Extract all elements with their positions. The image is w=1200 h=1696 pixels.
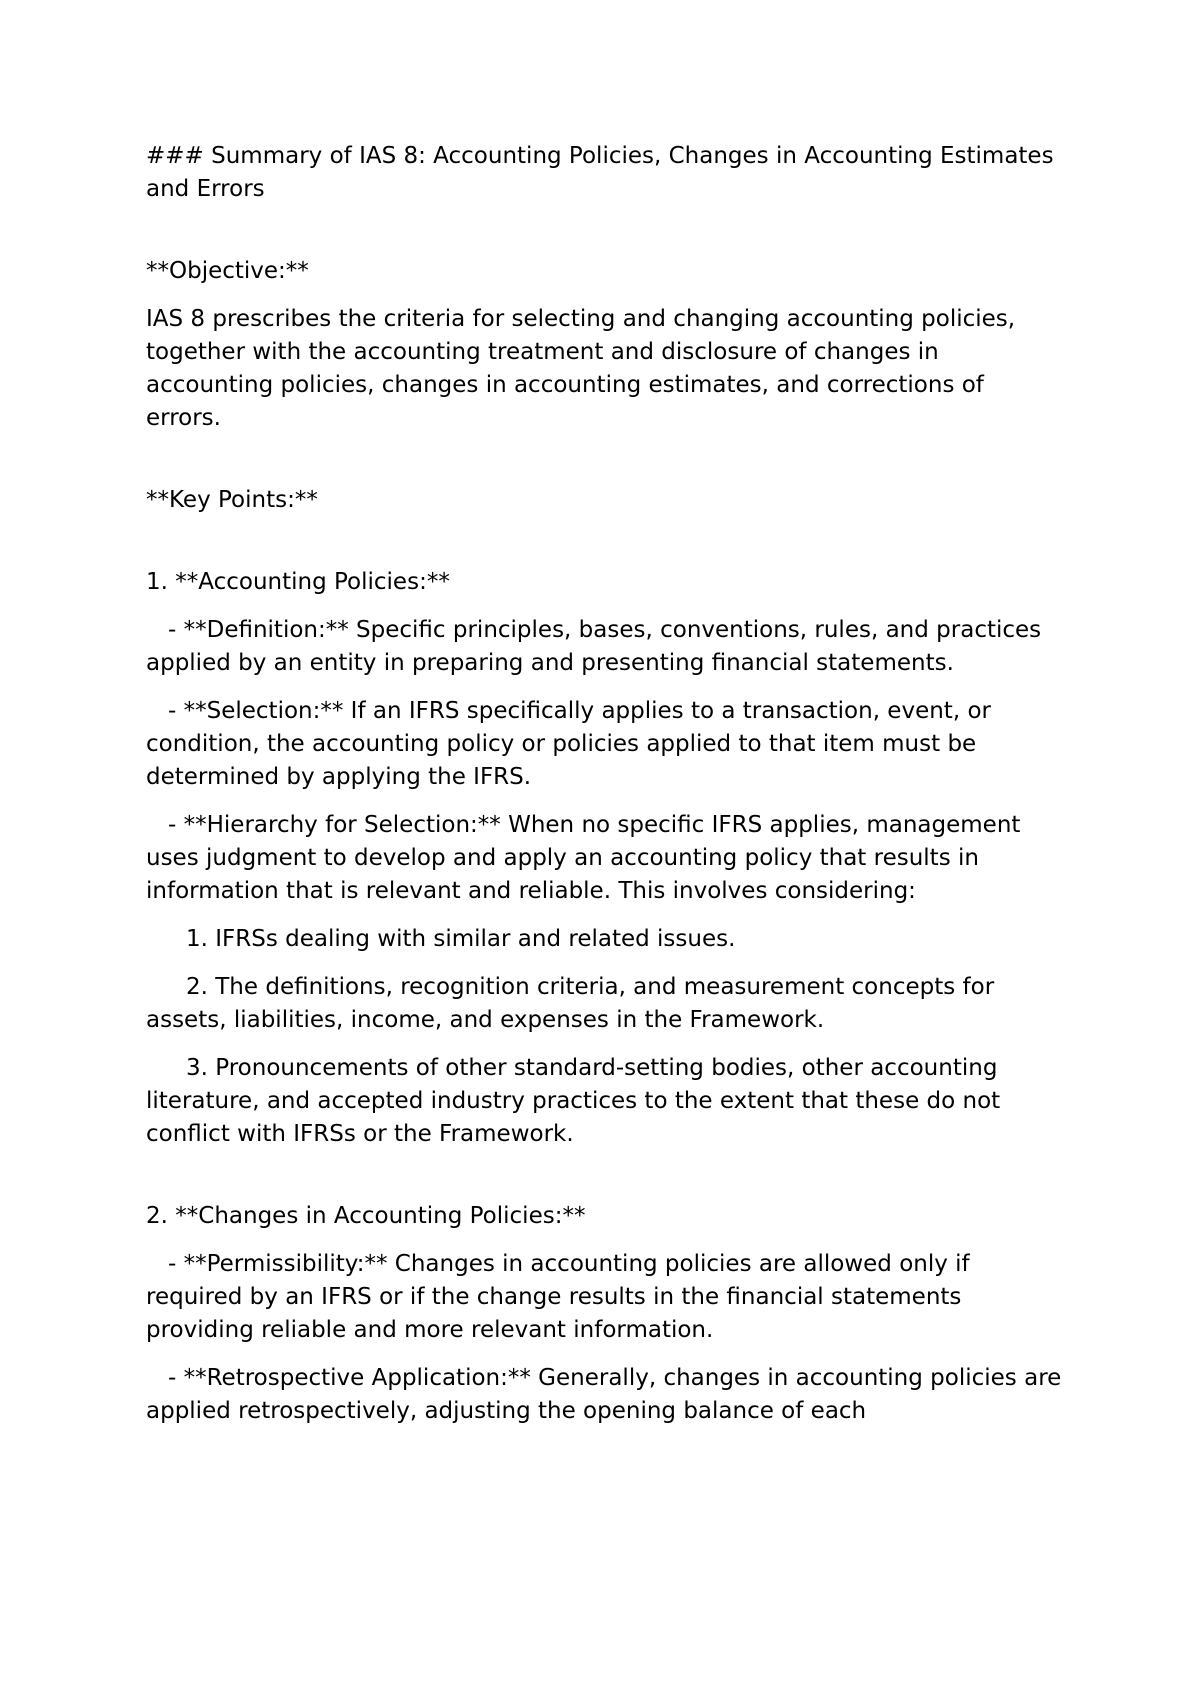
section1-item-3: 3. Pronouncements of other standard-setting bodies, other accounting literature, and accepted industry practices to the extent that these do not conflict with IFRSs or the Framework. — [146, 1055, 1001, 1147]
section2-heading: 2. **Changes in Accounting Policies:** — [146, 1203, 586, 1229]
objective-text: IAS 8 prescribes the criteria for selecting and changing accounting policies, together with the accounting treatment and disclosure of changes in accounting policies, changes in accounting estimates, and corrections of errors. — [146, 306, 1016, 431]
section1-item-1: 1. IFRSs dealing with similar and related issues. — [186, 926, 736, 952]
section2-permissibility: - **Permissibility:** Changes in accounting policies are allowed only if required by an IFRS or if the change results in the financial statements providing reliable and more relevant information. — [146, 1251, 970, 1343]
key-points-heading: **Key Points:** — [146, 487, 318, 513]
document-title: ### Summary of IAS 8: Accounting Policies, Changes in Accounting Estimates and Errors — [146, 143, 1054, 202]
section1-hierarchy: - **Hierarchy for Selection:** When no specific IFRS applies, management uses judgment to develop and apply an accounting policy that results in information that is relevant and reliable. This involves considering: — [146, 812, 1021, 904]
section1-selection: - **Selection:** If an IFRS specifically applies to a transaction, event, or condition, the accounting policy or policies applied to that item must be determined by applying the IFRS. — [146, 698, 991, 790]
section1-heading: 1. **Accounting Policies:** — [146, 569, 450, 595]
objective-heading: **Objective:** — [146, 258, 309, 284]
section1-definition: - **Definition:** Specific principles, bases, conventions, rules, and practices applied by an entity in preparing and presenting financial statements. — [146, 617, 1042, 676]
document-page — [146, 140, 1066, 1443]
section1-item-2: 2. The definitions, recognition criteria, and measurement concepts for assets, liabilities, income, and expenses in the Framework. — [146, 974, 995, 1033]
section2-retrospective: - **Retrospective Application:** Generally, changes in accounting policies are applied retrospectively, adjusting the opening balance of each — [146, 1365, 1062, 1424]
